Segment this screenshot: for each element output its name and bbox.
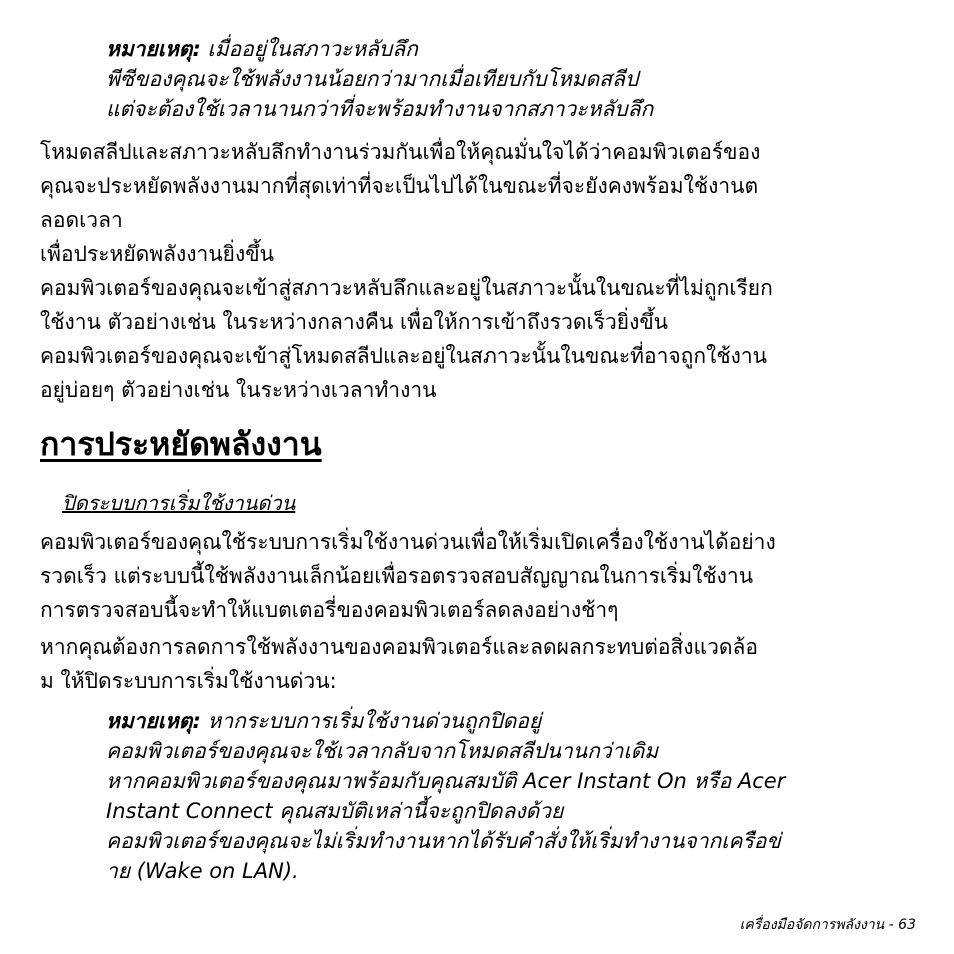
paragraph-line: อยู่บ่อยๆ ตัวอย่างเช่น ในระหว่างเวลาทำงาน: [40, 378, 437, 402]
paragraph-line: ม ให้ปิดระบบการเริ่มใช้งานด่วน:: [40, 669, 337, 693]
paragraph-line: รวดเร็ว แต่ระบบนี้ใช้พลังงานเล็กน้อยเพื่อรอตรวจสอบสัญญาณในการเริ่มใช้งาน: [40, 564, 754, 588]
note-line: คอมพิวเตอร์ของคุณจะไม่เริ่มทำงานหากได้รับคำสั่งให้เริ่มทำงานจากเครือข่: [106, 829, 781, 853]
paragraph-fast-startup: [40, 525, 920, 627]
note-line: หากคอมพิวเตอร์ของคุณมาพร้อมกับคุณสมบัติ Acer Instant On หรือ Acer: [106, 769, 786, 793]
note-text: เมื่ออยู่ในสภาวะหลับลึก: [200, 37, 418, 61]
paragraph-line: คุณจะประหยัดพลังงานมากที่สุดเท่าที่จะเป็นไปได้ในขณะที่จะยังคงพร้อมใช้งานต: [40, 174, 759, 198]
paragraph-line: คอมพิวเตอร์ของคุณจะเข้าสู่สภาวะหลับลึกและอยู่ในสภาวะนั้นในขณะที่ไม่ถูกเรียก: [40, 276, 773, 300]
paragraph-line: ใช้งาน ตัวอย่างเช่น ในระหว่างกลางคืน เพื่อให้การเข้าถึงรวดเร็วยิ่งขึ้น: [40, 310, 669, 334]
note-label: หมายเหตุ:: [106, 37, 201, 61]
paragraph-line: โหมดสลีปและสภาวะหลับลึกทำงานร่วมกันเพื่อให้คุณมั่นใจได้ว่าคอมพิวเตอร์ของ: [40, 140, 761, 164]
subsection-heading: ปิดระบบการเริ่มใช้งานด่วน: [62, 491, 296, 515]
paragraph-sleep-modes: [40, 135, 920, 237]
note-line: [106, 706, 916, 736]
note-text: หากระบบการเริ่มใช้งานด่วนถูกปิดอยู่: [200, 709, 542, 733]
paragraph-line: หากคุณต้องการลดการใช้พลังงานของคอมพิวเตอร์และลดผลกระทบต่อสิ่งแวดล้อ: [40, 635, 758, 659]
note-line: พีซีของคุณจะใช้พลังงานน้อยกว่ามากเมื่อเทียบกับโหมดสลีป: [106, 67, 639, 91]
paragraph-line: การตรวจสอบนี้จะทำให้แบตเตอรี่ของคอมพิวเตอร์ลดลงอย่างช้าๆ: [40, 598, 619, 622]
note-fast-startup-off: [106, 706, 916, 886]
note-line: คอมพิวเตอร์ของคุณจะใช้เวลากลับจากโหมดสลีปนานกว่าเดิม: [106, 739, 659, 763]
paragraph-line: คอมพิวเตอร์ของคุณใช้ระบบการเริ่มใช้งานด่วนเพื่อให้เริ่มเปิดเครื่องใช้งานได้อย่าง: [40, 530, 776, 554]
page-footer: เครื่องมือจัดการพลังงาน - 63: [739, 917, 916, 933]
note-line: Instant Connect คุณสมบัติเหล่านี้จะถูกปิดลงด้วย: [106, 799, 564, 823]
note-line: าย (Wake on LAN).: [106, 859, 299, 883]
note-line: แต่จะต้องใช้เวลานานกว่าที่จะพร้อมทำงานจากสภาวะหลับลึก: [106, 97, 654, 121]
paragraph-disable-startup: [40, 630, 920, 698]
paragraph-line: คอมพิวเตอร์ของคุณจะเข้าสู่โหมดสลีปและอยู่ในสภาวะนั้นในขณะที่อาจถูกใช้งาน: [40, 344, 768, 368]
section-heading: การประหยัดพลังงาน: [40, 425, 322, 463]
note-deep-sleep: [106, 34, 916, 124]
note-line: [106, 34, 916, 64]
paragraph-power-saving: [40, 237, 920, 407]
paragraph-line: เพื่อประหยัดพลังงานยิ่งขึ้น: [40, 242, 274, 266]
note-label: หมายเหตุ:: [106, 709, 201, 733]
paragraph-line: ลอดเวลา: [40, 208, 123, 232]
